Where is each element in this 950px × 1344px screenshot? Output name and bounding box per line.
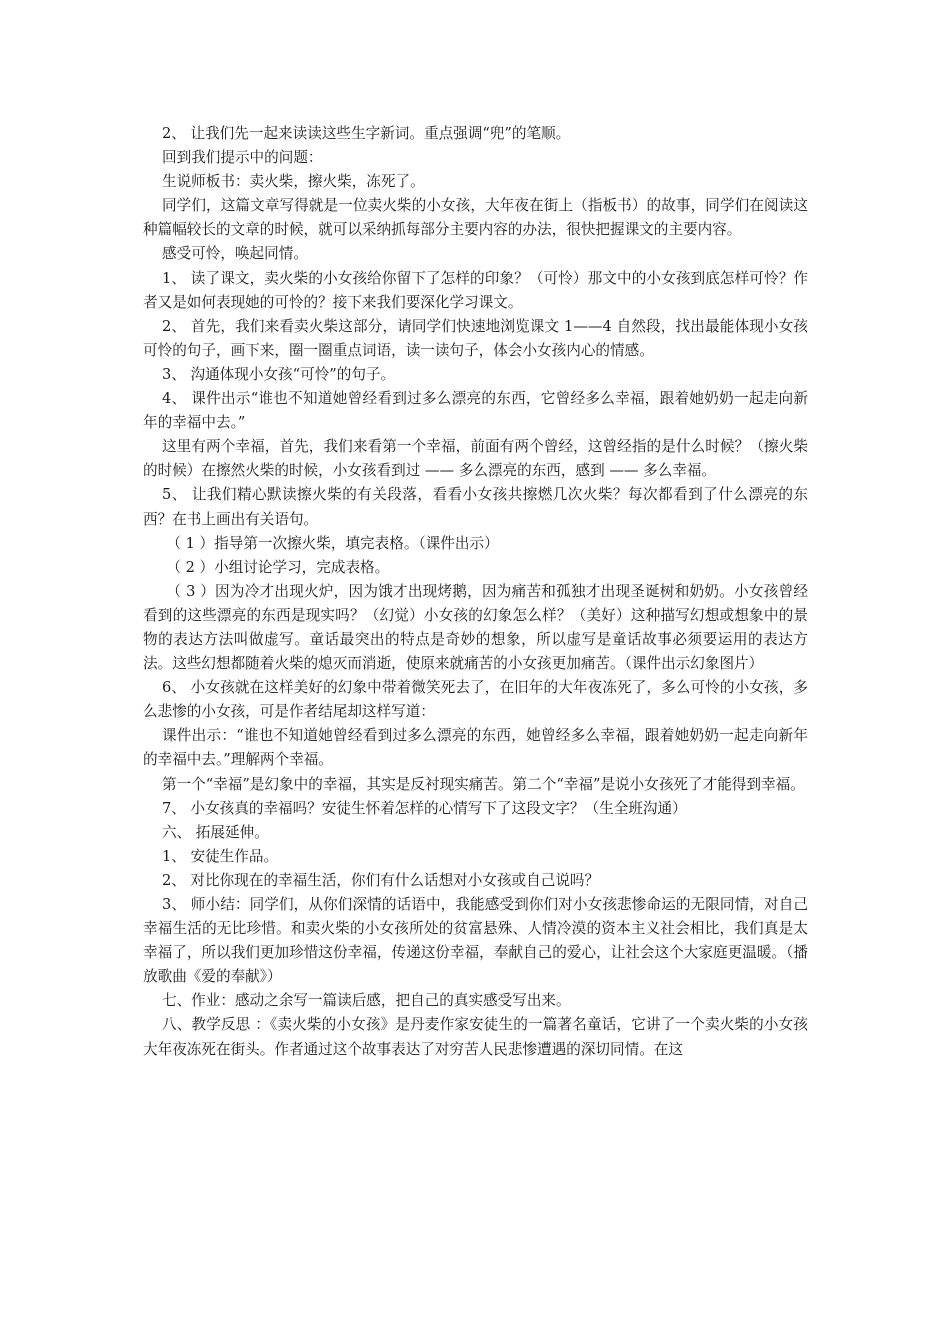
paragraph-18: 7、 小女孩真的幸福吗？安徒生怀着怎样的心情写下了这段文字？（生全班沟通） xyxy=(161,799,687,817)
paragraph-19: 六、 拓展延伸。 xyxy=(161,823,269,841)
paragraph-6: 1、 读了课文，卖火柴的小女孩给你留下了怎样的印象？（可怜）那文中的小女孩到底怎样可怜？作者又是如何表现她的可怜的？接下来我们要深化学习课文。 xyxy=(143,269,808,311)
paragraph-8: 3、 沟通体现小女孩“可怜”的句子。 xyxy=(161,365,396,383)
document-page xyxy=(143,122,808,1062)
paragraph-3: 生说师板书：卖火柴，擦火柴，冻死了。 xyxy=(161,173,425,191)
paragraph-24: 八、教学反思 ：《卖火柴的小女孩》是丹麦作家安徒生的一篇著名童话，它讲了一个卖火柴的小女孩大年夜冻死在街头。作者通过这个故事表达了对穷苦人民悲惨遭遇的深切同情。在这 xyxy=(143,1016,808,1058)
paragraph-5: 感受可怜，唤起同情。 xyxy=(161,245,308,263)
paragraph-4: 同学们，这篇文章写得就是一位卖火柴的小女孩，大年夜在街上（指板书）的故事，同学们在阅读这种篇幅较长的文章的时候，就可以采纳抓每部分主要内容的办法，很快把握课文的主要内容。 xyxy=(143,197,808,239)
paragraph-15: 6、 小女孩就在这样美好的幻象中带着微笑死去了，在旧年的大年夜冻死了，多么可怜的小女孩，多么悲惨的小女孩，可是作者结尾却这样写道： xyxy=(143,679,808,721)
paragraph-16: 课件出示：“谁也不知道她曾经看到过多么漂亮的东西，她曾经多么幸福，跟着她奶奶一起走向新年的幸福中去。”理解两个幸福。 xyxy=(143,727,808,769)
paragraph-2: 回到我们提示中的问题： xyxy=(161,149,323,167)
paragraph-7: 2、 首先，我们来看卖火柴这部分，请同学们快速地浏览课文 1——4 自然段，找出最能体现小女孩可怜的句子，画下来，圈一圈重点词语，读一读句子，体会小女孩内心的情感。 xyxy=(143,317,808,359)
paragraph-14: （ 3 ）因为冷才出现火炉，因为饿才出现烤鹅，因为痛苦和孤独才出现圣诞树和奶奶。小女孩曾经看到的这些漂亮的东西是现实吗？（幻觉）小女孩的幻象怎么样？（美好）这种描写幻想或想象中的景物的表达方法叫做虚写。童话最突出的特点是奇妙的想象，所以虚写是童话故事必须要运用的表达方法。这些幻想都随着火柴的熄灭而消逝，使原来就痛苦的小女孩更加痛苦。（课件出示幻象图片） xyxy=(143,582,808,673)
paragraph-9: 4、 课件出示“谁也不知道她曾经看到过多么漂亮的东西，它曾经多么幸福，跟着她奶奶一起走向新年的幸福中去。” xyxy=(143,390,808,432)
paragraph-13: （ 2 ）小组讨论学习，完成表格。 xyxy=(166,558,390,576)
paragraph-12: （ 1 ）指导第一次擦火柴，填完表格。（课件出示） xyxy=(166,534,499,552)
paragraph-10: 这里有两个幸福，首先，我们来看第一个幸福，前面有两个曾经，这曾经指的是什么时候？（擦火柴的时候）在擦然火柴的时候，小女孩看到过 —— 多么漂亮的东西，感到 —— 多么幸福。 xyxy=(143,438,808,480)
paragraph-11: 5、 让我们精心默读擦火柴的有关段落，看看小女孩共擦燃几次火柴？每次都看到了什么漂亮的东西？在书上画出有关语句。 xyxy=(143,486,808,528)
paragraph-22: 3、 师小结：同学们，从你们深情的话语中，我能感受到你们对小女孩悲惨命运的无限同情，对自己幸福生活的无比珍惜。和卖火柴的小女孩所处的贫富悬殊、人情冷漠的资本主义社会相比，我们真是太幸福了，所以我们更加珍惜这份幸福，传递这份幸福，奉献自己的爱心，让社会这个大家庭更温暖。（播放歌曲《爱的奉献》） xyxy=(143,896,808,986)
paragraph-17: 第一个“幸福”是幻象中的幸福，其实是反衬现实痛苦。第二个“幸福”是说小女孩死了才能得到幸福。 xyxy=(161,775,805,793)
paragraph-20: 1、 安徒生作品。 xyxy=(161,847,279,865)
paragraph-1: 2、 让我们先一起来读读这些生字新词。重点强调“兜”的笔顺。 xyxy=(161,125,571,142)
paragraph-21: 2、 对比你现在的幸福生活，你们有什么话想对小女孩或自己说吗？ xyxy=(161,871,600,889)
paragraph-23: 七、作业：感动之余写一篇读后感，把自己的真实感受写出来。 xyxy=(161,992,571,1010)
